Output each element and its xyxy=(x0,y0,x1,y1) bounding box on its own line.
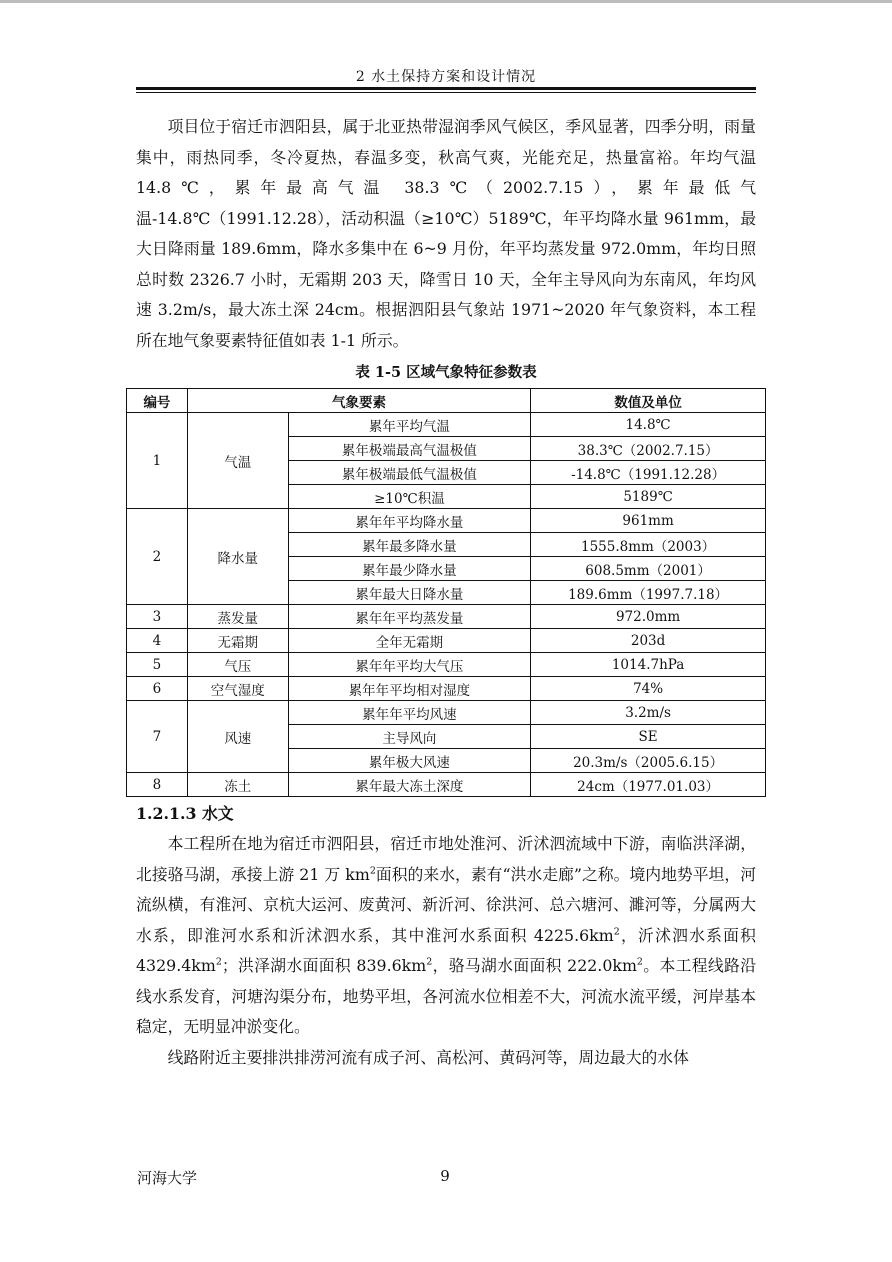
page-top-edge xyxy=(0,0,892,3)
cell-category: 气温 xyxy=(187,413,288,509)
table-body xyxy=(127,413,766,797)
cell-value: 189.6mm（1997.7.18） xyxy=(531,581,766,605)
cell-no: 4 xyxy=(127,629,188,653)
text-run: ，骆马湖水面面积 222.0km xyxy=(432,956,637,975)
cell-no: 7 xyxy=(127,701,188,773)
cell-value: 972.0mm xyxy=(531,605,766,629)
table-row xyxy=(127,509,766,533)
cell-item: 累年平均气温 xyxy=(288,413,531,437)
cell-no: 8 xyxy=(127,773,188,797)
superscript: 2 xyxy=(369,865,376,877)
cell-item: 全年无霜期 xyxy=(288,629,531,653)
table-row xyxy=(127,701,766,725)
cell-no: 1 xyxy=(127,413,188,509)
table-header-row xyxy=(127,389,766,413)
cell-item: 累年年平均降水量 xyxy=(288,509,531,533)
cell-no: 5 xyxy=(127,653,188,677)
text-run: 。本工程线路沿线水系发育，河塘沟渠分布，地势平坦，各河流水位相差不大，河流水流平缓，河岸基本稳定，无明显冲淤变化。 xyxy=(136,956,756,1036)
climate-paragraph: 项目位于宿迁市泗阳县，属于北亚热带湿润季风气候区，季风显著，四季分明，雨量集中，雨热同季，冬冷夏热，春温多变，秋高气爽，光能充足，热量富裕。年均气温 14.8℃，累年最高气温 38.3℃（2002.7.15），累年最低气温-14.8℃（1991.12.28），活动积温（≥10℃）5189℃，年平均降水量 961mm，最大日降雨量 189.6mm，降水多集中在 6~9 月份，年平均蒸发量 972.0mm，年均日照总时数 2326.7 小时，无霜期 203 天，降雪日 10 天，全年主导风向为东南风，年均风速 3.2m/s，最大冻土深 24cm。根据泗阳县气象站 1971~2020 年气象资料，本工程所在地气象要素特征值如表 1-1 所示。 xyxy=(136,117,756,350)
cell-value: 38.3℃（2002.7.15） xyxy=(531,437,766,461)
cell-value: -14.8℃（1991.12.28） xyxy=(531,461,766,485)
text-run: ，沂沭泗水系面积 4329.4km xyxy=(136,925,756,975)
cell-value: 3.2m/s xyxy=(531,701,766,725)
cell-value: 608.5mm（2001） xyxy=(531,557,766,581)
cell-item: 累年极大风速 xyxy=(288,749,531,773)
climate-table xyxy=(126,388,766,797)
cell-value: 74% xyxy=(531,677,766,701)
cell-category: 蒸发量 xyxy=(187,605,288,629)
cell-value: 14.8℃ xyxy=(531,413,766,437)
cell-category: 冻土 xyxy=(187,773,288,797)
superscript: 2 xyxy=(215,956,222,968)
table-row xyxy=(127,773,766,797)
cell-item: 累年年平均大气压 xyxy=(288,653,531,677)
text-run: 本工程所在地为宿迁市泗阳县，宿迁市地处淮河、沂沭泗流域中下游，南临洪泽湖，北接骆马湖，承接上游 21 万 km xyxy=(136,834,756,884)
cell-value: 5189℃ xyxy=(531,485,766,509)
cell-item: 累年最少降水量 xyxy=(288,557,531,581)
cell-item: 累年年平均蒸发量 xyxy=(288,605,531,629)
cell-category: 气压 xyxy=(187,653,288,677)
cell-item: ≥10℃积温 xyxy=(288,485,531,509)
superscript: 2 xyxy=(426,956,433,968)
cell-category: 降水量 xyxy=(187,509,288,605)
page-body xyxy=(136,112,756,1073)
table-caption: 表 1-5 区域气象特征参数表 xyxy=(355,364,537,381)
cell-item: 累年极端最高气温极值 xyxy=(288,437,531,461)
table-row xyxy=(127,629,766,653)
text-run: 面积的来水，素有“洪水走廊”之称。境内地势平坦，河流纵横，有淮河、京杭大运河、废黄河、新沂河、徐洪河、总六塘河、濉河等，分属两大水系，即淮河水系和沂沭泗水系，其中淮河水系面积 4225.6km xyxy=(136,864,756,945)
page-number: 9 xyxy=(440,1167,450,1185)
cell-item: 累年最多降水量 xyxy=(288,533,531,557)
cell-value: 203d xyxy=(531,629,766,653)
cell-value: 20.3m/s（2005.6.15） xyxy=(531,749,766,773)
cell-item: 累年最大冻土深度 xyxy=(288,773,531,797)
cell-no: 6 xyxy=(127,677,188,701)
cell-item: 累年年平均相对湿度 xyxy=(288,677,531,701)
footer-university: 河海大学 xyxy=(137,1169,198,1187)
running-header: 2 水土保持方案和设计情况 xyxy=(355,69,537,85)
cell-value: SE xyxy=(531,725,766,749)
cell-no: 2 xyxy=(127,509,188,605)
section-title: 水文 xyxy=(201,804,234,823)
header-element: 气象要素 xyxy=(187,389,530,413)
cell-category: 空气湿度 xyxy=(187,677,288,701)
superscript: 2 xyxy=(636,956,643,968)
cell-item: 累年最大日降水量 xyxy=(288,581,531,605)
header-no: 编号 xyxy=(127,389,188,413)
header-value: 数值及单位 xyxy=(531,389,766,413)
cell-value: 961mm xyxy=(531,509,766,533)
drainage-paragraph: 线路附近主要排洪排涝河流有成子河、高松河、黄码河等，周边最大的水体 xyxy=(167,1047,689,1067)
cell-category: 无霜期 xyxy=(187,629,288,653)
hydrology-paragraph xyxy=(136,829,756,1043)
cell-category: 风速 xyxy=(187,701,288,773)
cell-item: 主导风向 xyxy=(288,725,531,749)
table-row xyxy=(127,413,766,437)
cell-value: 1014.7hPa xyxy=(531,653,766,677)
table-row xyxy=(127,605,766,629)
header-rule-thick xyxy=(136,87,756,90)
header-rule-thin xyxy=(136,92,756,93)
text-run: ；洪泽湖水面面积 839.6km xyxy=(221,956,427,975)
cell-value: 1555.8mm（2003） xyxy=(531,533,766,557)
table-row xyxy=(127,653,766,677)
section-number: 1.2.1.3 xyxy=(136,804,197,823)
cell-item: 累年年平均风速 xyxy=(288,701,531,725)
cell-item: 累年极端最低气温极值 xyxy=(288,461,531,485)
cell-value: 24cm（1977.01.03） xyxy=(531,773,766,797)
cell-no: 3 xyxy=(127,605,188,629)
superscript: 2 xyxy=(613,926,620,938)
table-row xyxy=(127,677,766,701)
section-heading xyxy=(136,799,756,829)
